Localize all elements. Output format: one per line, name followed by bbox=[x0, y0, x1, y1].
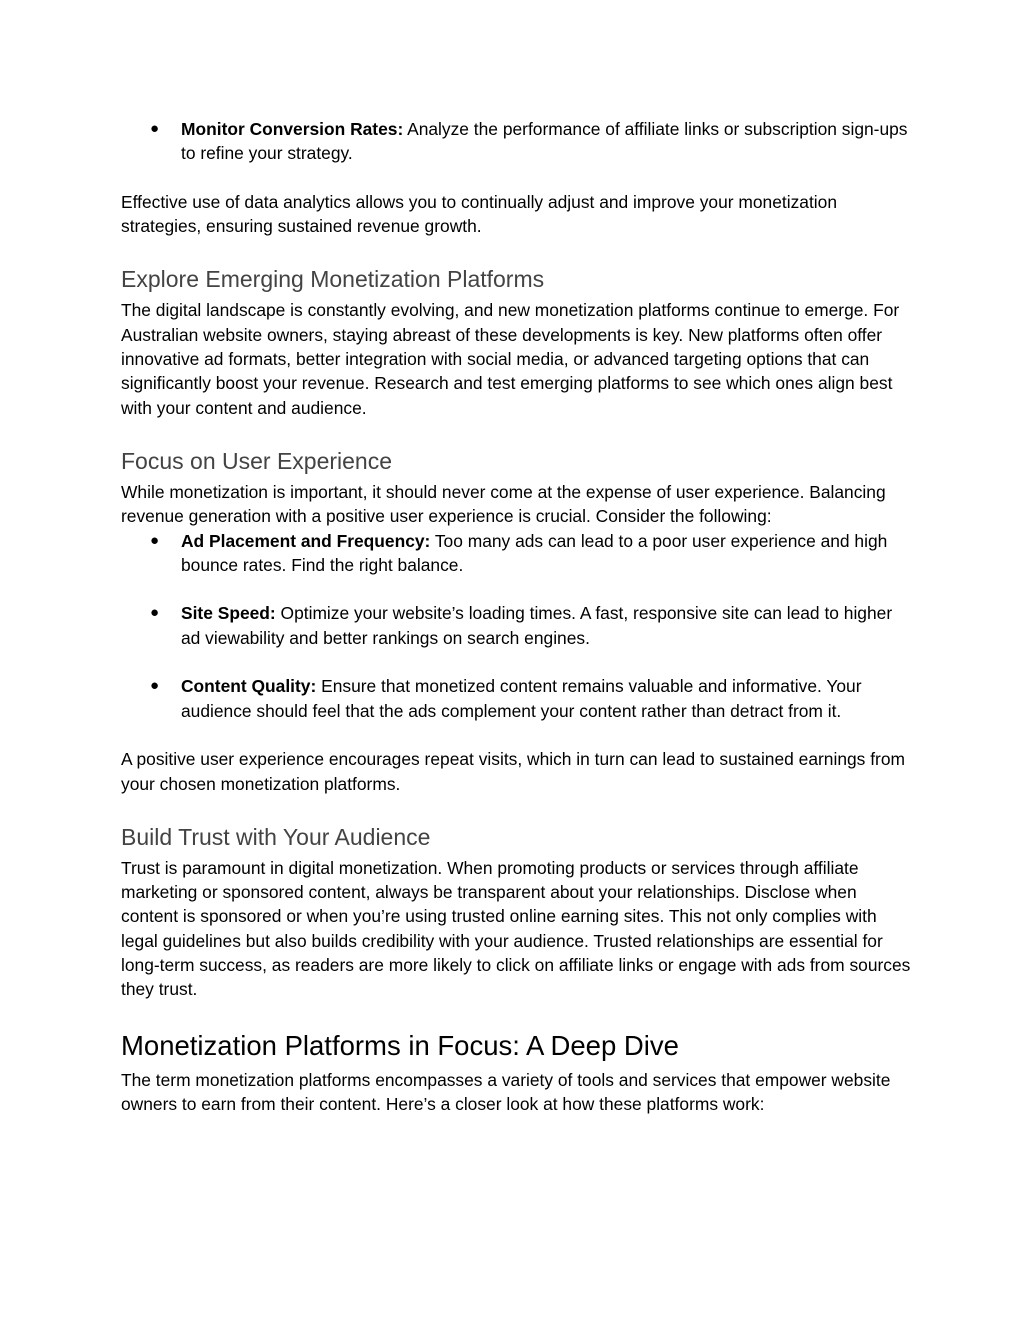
bullet-title: Monitor Conversion Rates: bbox=[181, 119, 404, 139]
section-heading-deep-dive: Monetization Platforms in Focus: A Deep Dive bbox=[121, 1029, 679, 1061]
bullet-text: Analyze the performance of affiliate links or subscription sign-ups to refine your strategy. bbox=[181, 119, 908, 164]
bullet-text: Optimize your website’s loading times. A fast, responsive site can lead to higher ad viewability and better rankings on search engines. bbox=[181, 603, 893, 648]
list-item bbox=[121, 674, 911, 723]
analytics-paragraph: Effective use of data analytics allows you to continually adjust and improve your monetization strategies, ensuring sustained revenue growth. bbox=[121, 191, 837, 237]
section-heading-emerging: Explore Emerging Monetization Platforms bbox=[121, 266, 545, 293]
bullet-icon: ● bbox=[150, 531, 160, 549]
user-experience-closing-paragraph: A positive user experience encourages repeat visits, which in turn can lead to sustained earnings from your chosen monetization platforms. bbox=[121, 749, 905, 794]
bullet-title: Content Quality: bbox=[181, 676, 317, 697]
bullet-icon: ● bbox=[150, 677, 160, 695]
bullet-text: Too many ads can lead to a poor user experience and high bounce rates. Find the right balance. bbox=[181, 530, 888, 575]
emerging-paragraph: The digital landscape is constantly evolving, and new monetization platforms continue to emerge. For Australian website owners, staying abreast of these developments is key. New platforms often offer innovative ad formats, better integration with social media, or advanced targeting options that can significantly boost your revenue. Research and test emerging platforms to see which ones align best with your content and audience. bbox=[121, 300, 900, 418]
bullet-icon: ● bbox=[150, 604, 160, 622]
section-heading-trust: Build Trust with Your Audience bbox=[121, 823, 431, 850]
section-heading-user-experience: Focus on User Experience bbox=[121, 447, 393, 474]
list-item bbox=[121, 529, 911, 578]
user-experience-paragraph: While monetization is important, it should never come at the expense of user experience. Balancing revenue generation with a positive user experience is crucial. Consider the following: bbox=[121, 481, 886, 527]
list-item bbox=[121, 117, 911, 166]
user-experience-bullet-list bbox=[121, 529, 911, 723]
trust-paragraph: Trust is paramount in digital monetization. When promoting products or services through affiliate marketing or sponsored content, always be transparent about your relationships. Disclose when content is sponsored or when you’re using trusted online earning sites. This not only complies with legal guidelines but also builds credibility with your audience. Trusted relationships are essential for long-term success, as readers are more likely to click on affiliate links or engage with ads from sources they trust. bbox=[121, 857, 911, 1000]
bullet-title: Ad Placement and Frequency: bbox=[181, 530, 431, 551]
bullet-title: Site Speed: bbox=[181, 603, 276, 624]
document-page bbox=[121, 117, 911, 1116]
list-item bbox=[121, 601, 911, 650]
deep-dive-paragraph: The term monetization platforms encompasses a variety of tools and services that empower website owners to earn from their content. Here’s a closer look at how these platforms work: bbox=[121, 1069, 891, 1114]
bullet-icon: ● bbox=[150, 120, 160, 137]
intro-bullet-list bbox=[121, 117, 911, 166]
bullet-text: Ensure that monetized content remains valuable and informative. Your audience should feel that the ads complement your content rather than detract from it. bbox=[181, 676, 862, 721]
